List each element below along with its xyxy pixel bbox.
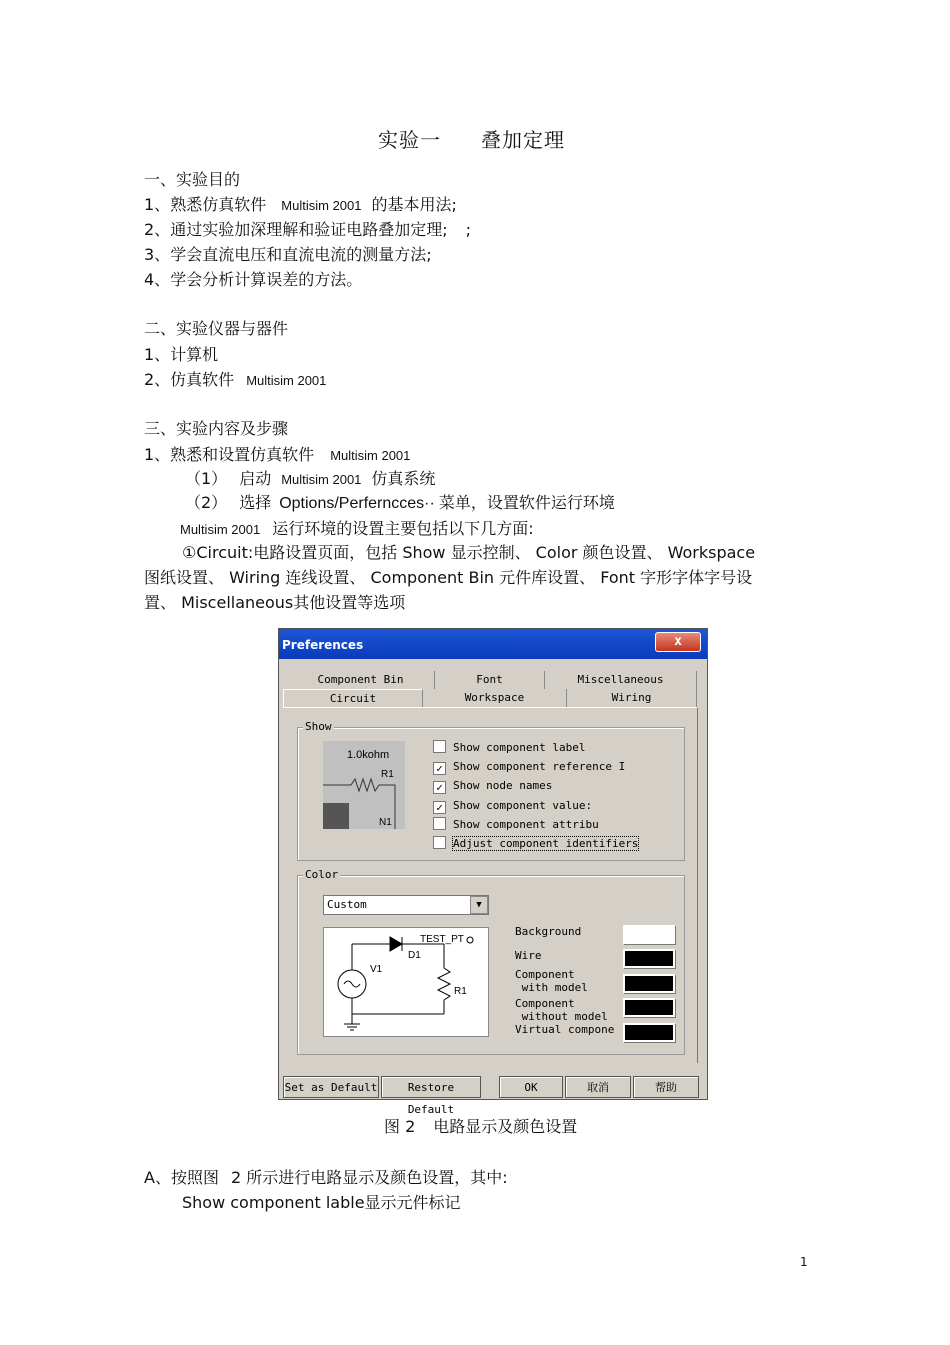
color-item-label: Component without model xyxy=(515,997,608,1023)
checkbox-unchecked-icon[interactable] xyxy=(433,817,446,830)
checkbox-label: Show component attribu xyxy=(453,817,599,831)
ok-button[interactable]: OK xyxy=(499,1076,563,1098)
item-text: 通过实验加深理解和验证电路叠加定理; xyxy=(170,220,448,239)
tab-font[interactable]: Font xyxy=(435,671,545,689)
step-software: Multisim 2001 xyxy=(330,448,411,463)
restore-default-button[interactable]: Restore Default xyxy=(381,1076,481,1098)
title-part-2: 叠加定理 xyxy=(481,128,565,152)
circuit-color-preview xyxy=(323,927,489,1037)
circuit-paragraph-line1: ①Circuit:电路设置页面，包括 Show 显示控制、 Color 颜色设置、 Workspace xyxy=(182,543,756,562)
color-item-label: Wire xyxy=(515,949,542,962)
substep-text: 启动 xyxy=(239,469,272,488)
preview-block xyxy=(323,803,349,829)
list-item xyxy=(144,270,362,290)
color-item-label: Component with model xyxy=(515,968,588,994)
checkbox-row[interactable] xyxy=(433,817,599,833)
list-item xyxy=(144,245,432,265)
item-text-end: ; xyxy=(465,220,471,239)
color-item-label: Background xyxy=(515,925,582,938)
substep-text-end: 菜单，设置软件运行环境 xyxy=(438,493,615,512)
list-item xyxy=(144,370,326,391)
color-swatch-button[interactable] xyxy=(623,925,675,944)
preview-value: 1.0kohm xyxy=(347,749,390,761)
color-scheme-value: Custom xyxy=(327,898,367,911)
color-item-label: Virtual compone xyxy=(515,1023,615,1036)
tab-miscellaneous[interactable]: Miscellaneous xyxy=(545,671,697,689)
color-group-label: Color xyxy=(305,868,339,881)
dialog-titlebar xyxy=(279,629,707,659)
checkbox-unchecked-icon[interactable] xyxy=(433,836,446,849)
chevron-down-icon[interactable]: ▼ xyxy=(470,896,488,914)
substep-menu: Options/Perferncces·· xyxy=(279,495,435,512)
item-number: 2、 xyxy=(144,220,171,239)
color-swatch-button[interactable] xyxy=(623,974,675,993)
item-software: Multisim 2001 xyxy=(246,373,327,388)
substep-2 xyxy=(185,493,615,514)
preview-ref: R1 xyxy=(381,769,394,780)
color-swatch-button[interactable] xyxy=(623,949,675,968)
circuit-paragraph-line2: 图纸设置、 Wiring 连线设置、 Component Bin 元件库设置、 Font 字形字体字号设 xyxy=(144,568,753,587)
substep-1 xyxy=(185,469,435,490)
checkbox-unchecked-icon[interactable] xyxy=(433,740,446,753)
section3-heading: 三、实验内容及步骤 xyxy=(144,419,289,438)
item-text: 熟悉仿真软件 xyxy=(170,195,267,214)
item-text: 学会直流电压和直流电流的测量方法; xyxy=(170,245,432,264)
title-part-1: 实验一 xyxy=(378,128,441,152)
cancel-button[interactable]: 取消 xyxy=(565,1076,631,1098)
resistor-label: R1 xyxy=(454,986,467,997)
item-software: Multisim 2001 xyxy=(281,198,362,213)
step-1 xyxy=(144,445,410,466)
substep-text: 选择 xyxy=(239,493,272,512)
paragraph-a-rest: 2 所示进行电路显示及颜色设置，其中: xyxy=(230,1168,508,1187)
item-number: 1、 xyxy=(144,195,171,214)
show-label-line: Show component lable显示元件标记 xyxy=(182,1193,461,1212)
checkbox-row[interactable] xyxy=(433,778,552,794)
item-number: 4、 xyxy=(144,270,171,289)
show-group-label: Show xyxy=(305,720,332,733)
substep-number: （2） xyxy=(185,493,228,512)
close-button[interactable]: x xyxy=(655,632,701,652)
preferences-dialog xyxy=(278,628,708,1116)
circuit-paragraph-line3: 置、 Miscellaneous其他设置等选项 xyxy=(144,593,406,612)
set-as-default-button[interactable]: Set as Default xyxy=(283,1076,379,1098)
checkbox-label: Adjust component identifiers xyxy=(453,837,639,850)
checkbox-row[interactable] xyxy=(433,759,625,775)
tab-component-bin[interactable]: Component Bin xyxy=(287,671,435,689)
figure-text: 电路显示及颜色设置 xyxy=(433,1117,578,1136)
color-scheme-select[interactable] xyxy=(323,895,489,915)
item-text-end: 的基本用法; xyxy=(371,195,457,214)
checkbox-row[interactable] xyxy=(433,798,592,814)
checkbox-label: Show component value: xyxy=(453,798,593,812)
paragraph-a-start: A、按照图 xyxy=(144,1168,219,1187)
list-item xyxy=(144,195,457,216)
tab-circuit[interactable]: Circuit xyxy=(283,689,423,707)
env-software: Multisim 2001 xyxy=(180,522,261,537)
figure-caption xyxy=(384,1117,577,1137)
item-number: 3、 xyxy=(144,245,171,264)
substep-software: Multisim 2001 xyxy=(281,472,362,487)
step-text: 1、熟悉和设置仿真软件 xyxy=(144,445,315,464)
color-swatch-button[interactable] xyxy=(623,998,675,1017)
section2-heading: 二、实验仪器与器件 xyxy=(144,319,289,338)
checkbox-row[interactable] xyxy=(433,740,585,756)
item-text: 学会分析计算误差的方法。 xyxy=(170,270,363,289)
checkbox-row[interactable] xyxy=(433,836,638,852)
preview-node: N1 xyxy=(379,817,392,828)
diode-label: D1 xyxy=(408,950,421,961)
help-button[interactable]: 帮助 xyxy=(633,1076,699,1098)
env-text: 运行环境的设置主要包括以下几方面: xyxy=(272,519,534,538)
substep-number: （1） xyxy=(185,469,228,488)
checkbox-label: Show component label xyxy=(453,741,586,754)
checkbox-checked-icon[interactable]: ✓ xyxy=(433,762,446,775)
dialog-title: Preferences xyxy=(282,638,364,652)
tab-workspace[interactable]: Workspace xyxy=(423,689,567,707)
show-preview xyxy=(323,741,405,829)
page-title xyxy=(378,130,565,150)
figure-label: 图 2 xyxy=(384,1117,416,1136)
item-text: 2、仿真软件 xyxy=(144,370,235,389)
paragraph-a xyxy=(144,1168,508,1188)
color-swatch-button[interactable] xyxy=(623,1023,675,1042)
checkbox-label: Show node names xyxy=(453,779,553,793)
source-label: V1 xyxy=(370,964,383,975)
checkbox-checked-icon[interactable]: ✓ xyxy=(433,801,446,814)
substep-text-end: 仿真系统 xyxy=(371,469,436,488)
test-point-label: TEST_PT xyxy=(420,934,464,945)
tab-wiring[interactable]: Wiring xyxy=(567,689,697,707)
section1-heading: 一、实验目的 xyxy=(144,170,241,189)
page-number: 1 xyxy=(800,1255,808,1269)
checkbox-label: Show component reference I xyxy=(453,760,626,774)
env-line xyxy=(180,519,534,540)
list-item xyxy=(144,220,471,240)
list-item: 1、计算机 xyxy=(144,345,219,364)
checkbox-checked-icon[interactable]: ✓ xyxy=(433,781,446,794)
